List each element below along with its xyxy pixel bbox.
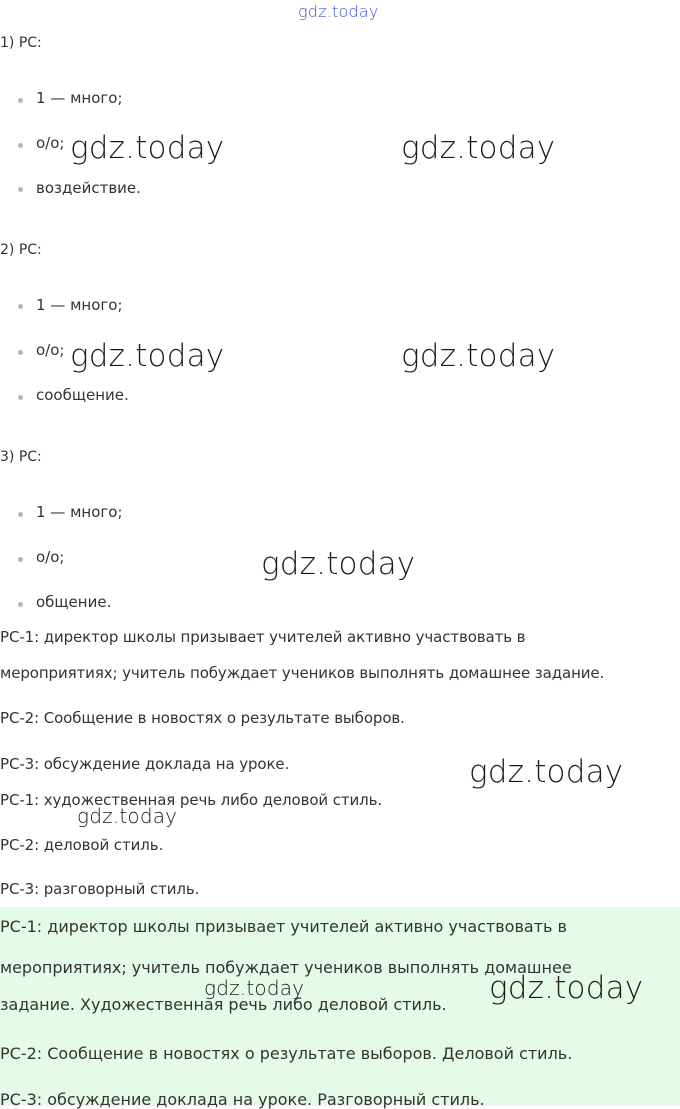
watermark: gdz.today: [469, 754, 624, 790]
section-3-item-3: общение.: [36, 593, 112, 611]
section-2-item-2: о/о;: [36, 341, 65, 359]
watermark: gdz.today: [70, 338, 225, 374]
answer-line: мероприятиях; учитель побуждает учеников выполнять домашнее: [0, 958, 572, 977]
section-3-item-1: 1 — много;: [36, 503, 123, 521]
bullet-dot: [18, 395, 23, 400]
bullet-dot: [18, 557, 23, 562]
section-1-item-2: о/о;: [36, 134, 65, 152]
answer-line: РС-3: обсуждение доклада на уроке. Разговорный стиль.: [0, 1090, 485, 1109]
section-1-heading: 1) РС:: [0, 35, 42, 51]
text-line: РС-1: художественная речь либо деловой стиль.: [0, 791, 383, 809]
watermark: gdz.today: [401, 130, 556, 166]
section-2-item-1: 1 — много;: [36, 296, 123, 314]
bullet-dot: [18, 350, 23, 355]
bullet-dot: [18, 98, 23, 103]
watermark: gdz.today: [489, 970, 644, 1006]
watermark: gdz.today: [261, 546, 416, 582]
answer-line: РС-2: Сообщение в новостях о результате выборов. Деловой стиль.: [0, 1044, 573, 1063]
text-line: РС-2: Сообщение в новостях о результате выборов.: [0, 709, 405, 727]
section-3-heading: 3) РС:: [0, 449, 42, 465]
watermark: gdz.today: [401, 338, 556, 374]
answer-line: задание. Художественная речь либо деловой стиль.: [0, 995, 447, 1014]
bullet-dot: [18, 512, 23, 517]
answer-line: РС-1: директор школы призывает учителей активно участвовать в: [0, 917, 567, 936]
section-3-item-2: о/о;: [36, 548, 65, 566]
bullet-dot: [18, 304, 23, 309]
watermark: gdz.today: [70, 130, 225, 166]
watermark: gdz.today: [77, 804, 178, 828]
watermark: gdz.today: [204, 976, 305, 1000]
text-line: РС-1: директор школы призывает учителей активно участвовать в: [0, 628, 526, 646]
bullet-dot: [18, 602, 23, 607]
section-2-heading: 2) РС:: [0, 242, 42, 258]
text-line: РС-2: деловой стиль.: [0, 836, 164, 854]
section-1-item-3: воздействие.: [36, 179, 141, 197]
bullet-dot: [18, 187, 23, 192]
header-watermark: gdz.today: [298, 2, 379, 21]
text-line: РС-3: обсуждение доклада на уроке.: [0, 755, 290, 773]
text-line: РС-3: разговорный стиль.: [0, 880, 200, 898]
section-2-item-3: сообщение.: [36, 386, 129, 404]
bullet-dot: [18, 143, 23, 148]
section-1-item-1: 1 — много;: [36, 89, 123, 107]
text-line: мероприятиях; учитель побуждает учеников выполнять домашнее задание.: [0, 664, 605, 682]
